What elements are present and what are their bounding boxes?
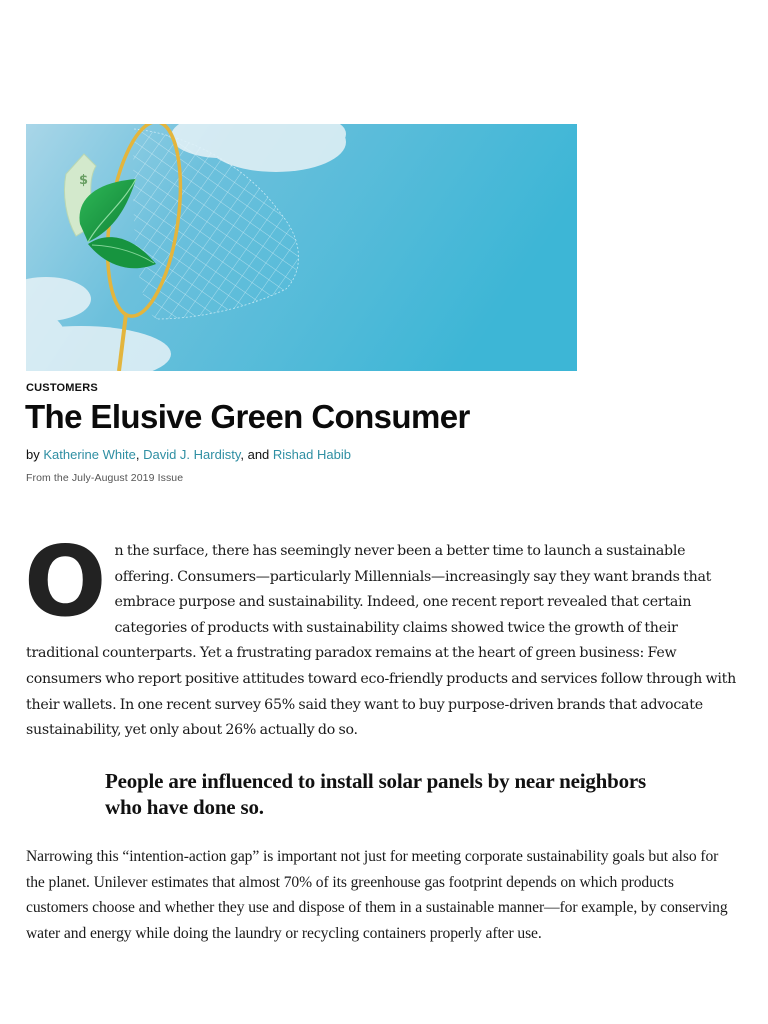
topic-label[interactable]: CUSTOMERS [26, 382, 98, 394]
article-paragraph-2: Narrowing this “intention-action gap” is important not just for meeting corporate sustainability goals but also for the planet. Unilever estimates that almost 70% of its greenhouse gas footprint depends on which products customers choose and whether they use and dispose of them in a sustainable manner—for example, by conserving water and energy while doing the laundry or recycling containers properly after use. [26, 848, 728, 942]
paragraph-1-text: n the surface, there has seemingly never been a better time to launch a sustainable offering. Consumers—particularly Millennials—increasingly say they want brands that embrace purpose and sustainability. Indeed, one recent report revealed that certain categories of products with sustainability claims showed twice the growth of their traditional counterparts. Yet a frustrating paradox remains at the heart of green business: Few consumers who report positive attitudes toward eco-friendly products and services follow through with their wallets. In one recent survey 65% said they want to buy purpose-driven brands that advocate sustainability, yet only about 26% actually do so. [26, 543, 737, 739]
hero-image [26, 124, 577, 371]
drop-cap: O [24, 525, 107, 638]
byline-prefix: by [26, 447, 44, 462]
article-paragraph-1 [24, 525, 742, 744]
issue-label[interactable]: From the July-August 2019 Issue [26, 472, 184, 484]
byline-separator: , and [240, 447, 273, 462]
hero-illustration [26, 124, 577, 371]
byline [26, 447, 351, 462]
author-link-david-hardisty[interactable]: David J. Hardisty [143, 447, 241, 462]
byline-separator: , [135, 447, 144, 462]
author-link-katherine-white[interactable]: Katherine White [43, 447, 136, 462]
pull-quote: People are influenced to install solar panels by near neighbors who have done so. [105, 769, 647, 819]
svg-text:$: $ [79, 173, 89, 188]
author-link-rishad-habib[interactable]: Rishad Habib [272, 447, 351, 462]
article-title: The Elusive Green Consumer [25, 398, 470, 435]
